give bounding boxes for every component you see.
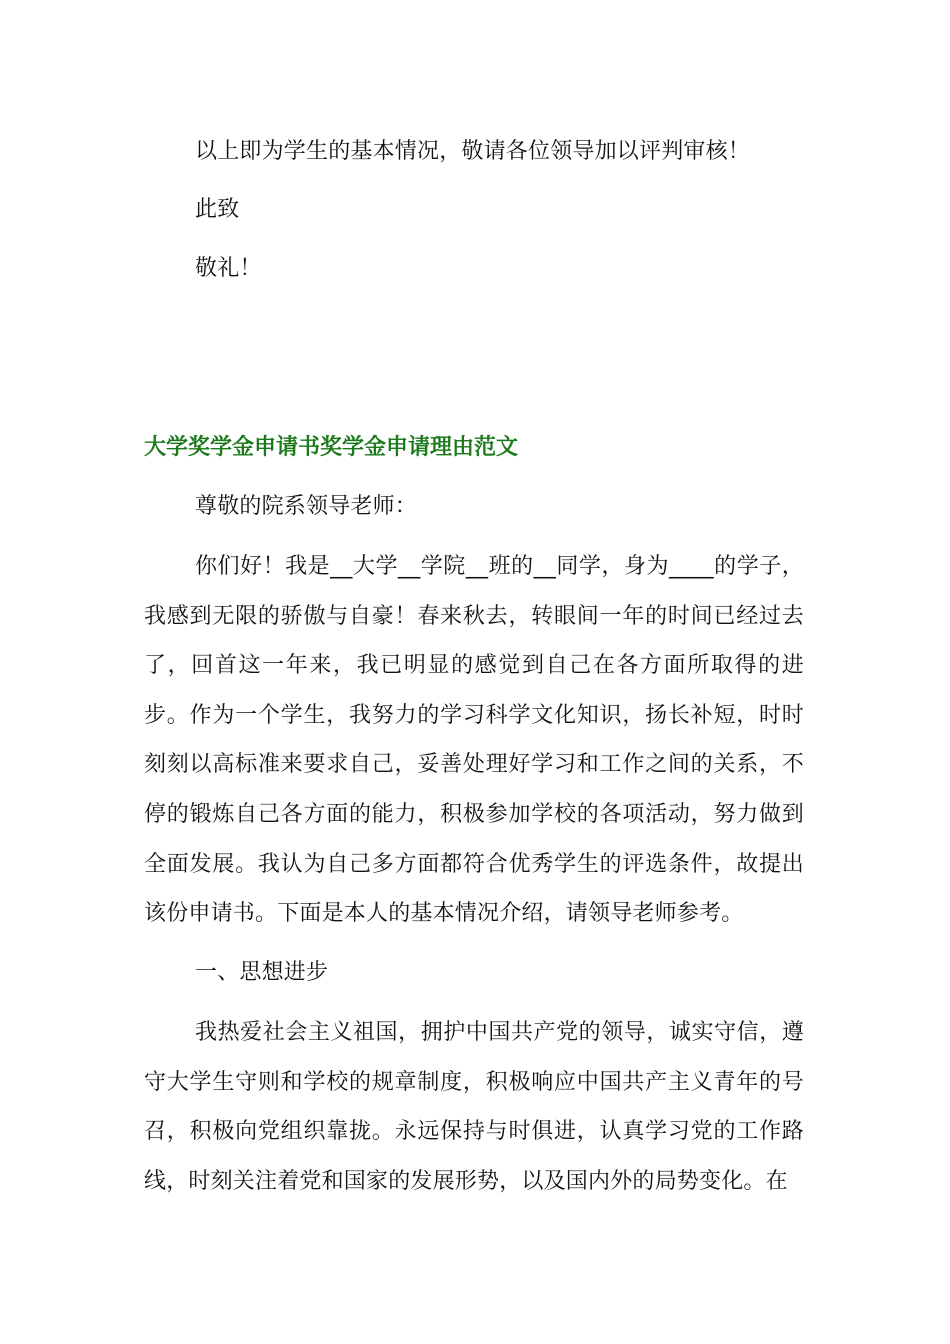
article-title: 大学奖学金申请书奖学金申请理由范文 [144, 435, 519, 460]
section-heading: 一、思想进步 [195, 960, 329, 985]
closing-line: 以上即为学生的基本情况，敬请各位领导加以评判审核！ [195, 139, 751, 164]
salutation: 尊敬的院系领导老师： [195, 494, 418, 519]
closing-cizhi: 此致 [195, 197, 240, 222]
section-paragraph: 我热爱社会主义祖国，拥护中国共产党的领导，诚实守信，遵守大学生守则和学校的规章制度，积极响应中国共产主义青年的号召，积极向党组织靠拢。永远保持与时俱进，认真学习党的工作路线，时刻关注着党和国家的发展形势，以及国内外的局势变化。在 [144, 1020, 804, 1194]
closing-jingli: 敬礼！ [195, 256, 262, 281]
intro-paragraph: 你们好！我是__大学__学院__班的__同学，身为____的学子，我感到无限的骄傲与自豪！春来秋去，转眼间一年的时间已经过去了，回首这一年来，我已明显的感觉到自己在各方面所取得的进步。作为一个学生，我努力的学习科学文化知识，扬长补短，时时刻刻以高标准来要求自己，妥善处理好学习和工作之间的关系，不停的锻炼自己各方面的能力，积极参加学校的各项活动，努力做到全面发展。我认为自己多方面都符合优秀学生的评选条件，故提出该份申请书。下面是本人的基本情况介绍，请领导老师参考。 [144, 554, 804, 927]
